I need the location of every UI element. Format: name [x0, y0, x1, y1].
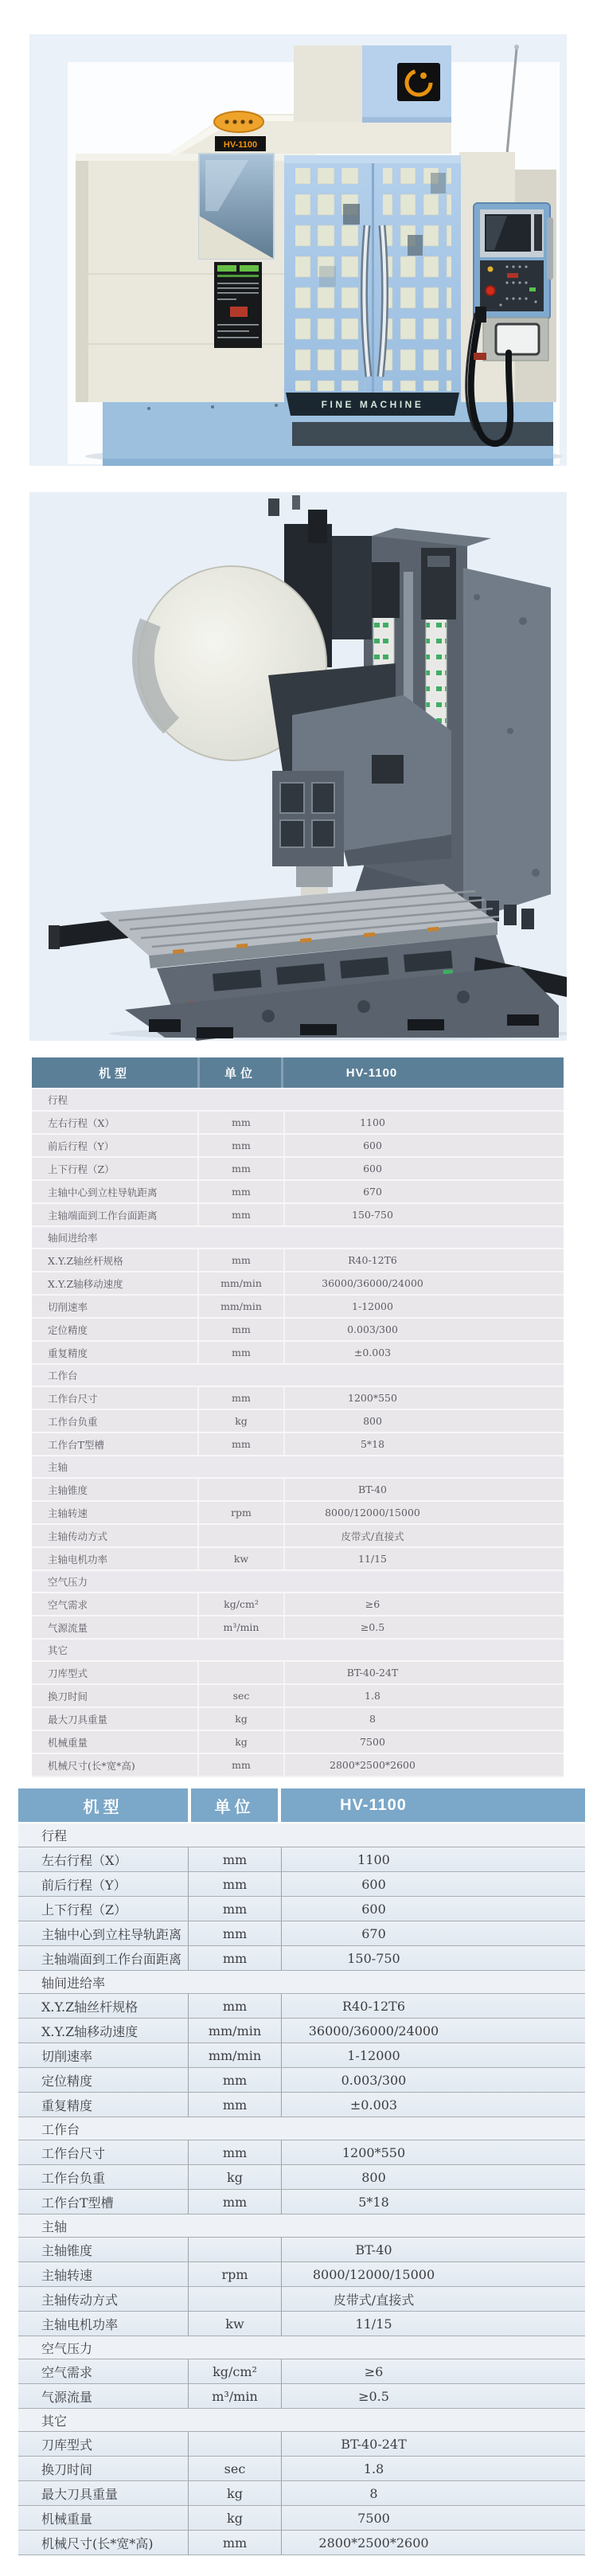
spec-row [32, 1477, 564, 1500]
spec-value: 5*18 [281, 2190, 585, 2214]
spec-row [18, 2042, 585, 2067]
spec-unit: mm [188, 1994, 281, 2018]
spec-value: ≥0.5 [281, 2384, 585, 2408]
spec-row [18, 2359, 585, 2383]
spec-unit: mm [197, 1158, 283, 1179]
spec-unit: mm [197, 1319, 283, 1340]
spec-value: 600 [283, 1158, 564, 1179]
spec-row [18, 1896, 585, 1921]
section-label: 其它 [48, 1644, 68, 1656]
spec-label: 左右行程（X） [48, 1116, 115, 1129]
spec-label: 最大刀具重量 [41, 2486, 119, 2502]
spec-unit [188, 2238, 281, 2261]
spec-unit [197, 1525, 283, 1546]
spec-row [18, 2237, 585, 2261]
spec-row [18, 2018, 585, 2042]
spec-value: 36000/36000/24000 [283, 1272, 564, 1294]
spec-row [32, 1546, 564, 1569]
spec-unit: mm [188, 2068, 281, 2092]
spec-row [32, 1317, 564, 1340]
spec-value: ≥6 [281, 2359, 585, 2383]
spec-value: 1-12000 [283, 1296, 564, 1317]
header-cell-2: HV-1100 [345, 1065, 398, 1080]
spec-value: 800 [281, 2165, 585, 2189]
spec-unit: mm [188, 1897, 281, 1921]
spec-row [32, 1660, 564, 1683]
machining-window [199, 154, 274, 259]
machine-doors [284, 155, 461, 416]
spec-row [32, 1523, 564, 1546]
spec-label: 刀库型式 [48, 1667, 88, 1679]
spec-row [32, 1271, 564, 1294]
spec-unit: kg [197, 1731, 283, 1753]
spec-unit: sec [188, 2457, 281, 2480]
spec-value: 皮带式/直接式 [281, 2287, 585, 2311]
spec-unit: mm/min [197, 1296, 283, 1317]
section-row [32, 1638, 564, 1660]
spec-unit: mm [188, 1946, 281, 1970]
spec-table-header [32, 1057, 564, 1088]
spec-value: 670 [281, 1921, 585, 1945]
section-row [18, 1970, 585, 1993]
brand-logo [214, 111, 263, 132]
spec-label: 气源流量 [41, 2389, 93, 2405]
spec-unit: mm [188, 1872, 281, 1896]
header-cell-2: HV-1100 [340, 1796, 407, 1814]
header-cell-0: 机型 [83, 1798, 123, 1816]
section-row [18, 2336, 585, 2359]
spec-label: 机械重量 [41, 2511, 93, 2527]
spec-value: ±0.003 [281, 2093, 585, 2117]
brand-emblem-badge [397, 63, 440, 101]
spec-value: 600 [281, 1872, 585, 1896]
spec-label: 定位精度 [48, 1323, 88, 1336]
spec-label: 重复精度 [41, 2097, 93, 2113]
section-row [18, 2408, 585, 2431]
spec-label: 工作台负重 [48, 1415, 98, 1428]
spec-label: 主轴电机功率 [48, 1553, 108, 1566]
spec-unit: mm [188, 2190, 281, 2214]
spec-unit: kg [188, 2165, 281, 2189]
spec-value: 1.8 [283, 1685, 564, 1706]
section-label: 轴间进给率 [41, 1975, 106, 1991]
section-row [32, 1569, 564, 1592]
spec-value: 5*18 [283, 1433, 564, 1455]
spec-unit: mm [197, 1181, 283, 1202]
spec-value: BT-40 [281, 2238, 585, 2261]
spec-label: 切削速率 [48, 1300, 88, 1313]
spec-unit [188, 2287, 281, 2311]
spec-unit [197, 1662, 283, 1683]
spec-label: 前后行程（Y） [41, 1877, 127, 1893]
spec-unit: mm [188, 1921, 281, 1945]
svg-text:FINE MACHINE: FINE MACHINE [321, 399, 424, 410]
section-label: 其它 [41, 2413, 68, 2429]
spec-label: 主轴转速 [41, 2267, 93, 2283]
spec-unit: mm [197, 1433, 283, 1455]
spec-label: 主轴端面到工作台面距离 [48, 1209, 158, 1222]
spec-label: 左右行程（X） [41, 1852, 127, 1868]
spec-unit: mm [197, 1112, 283, 1133]
spec-label: 主轴传动方式 [41, 2292, 119, 2308]
door-window-grid-right [383, 168, 451, 391]
spec-unit: mm/min [188, 2019, 281, 2042]
spec-value: ≥0.5 [283, 1616, 564, 1638]
spec-row [18, 2311, 585, 2336]
spec-unit: sec [197, 1685, 283, 1706]
spec-row [18, 2383, 585, 2408]
model-badge [215, 136, 266, 151]
name-banner [286, 393, 459, 416]
spec-row [32, 1202, 564, 1225]
spec-row [32, 1409, 564, 1432]
spec-row [32, 1179, 564, 1202]
spec-row [32, 1248, 564, 1271]
spec-row [32, 1730, 564, 1753]
spec-value: ≥6 [283, 1593, 564, 1615]
spec-value: 150-750 [281, 1946, 585, 1970]
spec-unit: m³/min [197, 1616, 283, 1638]
spec-label: 换刀时间 [41, 2461, 93, 2477]
spec-row [32, 1753, 564, 1776]
spec-unit [188, 2432, 281, 2456]
spec-label: X.Y.Z轴移动速度 [41, 2023, 139, 2039]
spec-row [18, 2189, 585, 2214]
spec-unit: mm [197, 1387, 283, 1409]
spec-value: 600 [281, 1897, 585, 1921]
spec-unit: kg [188, 2506, 281, 2530]
spec-table-header [18, 1788, 585, 1824]
spec-label: 气源流量 [48, 1621, 88, 1634]
spec-unit: kg/cm² [197, 1593, 283, 1615]
spec-unit [197, 1479, 283, 1500]
spec-value: 1-12000 [281, 2043, 585, 2067]
spec-value: 800 [283, 1410, 564, 1432]
spec-label: 切削速率 [41, 2048, 93, 2064]
spec-label: 机械尺寸(长*宽*高) [48, 1759, 135, 1772]
spec-label: 空气需求 [41, 2364, 93, 2380]
header-cell-0: 机型 [98, 1066, 131, 1081]
spec-label: 主轴电机功率 [41, 2316, 119, 2332]
spec-unit: kw [188, 2312, 281, 2336]
spec-row [32, 1110, 564, 1133]
spec-value: 11/15 [283, 1548, 564, 1569]
spec-unit: mm [188, 2140, 281, 2164]
spec-row [18, 2431, 585, 2456]
pendant-bracket [483, 318, 548, 361]
spec-value: 1200*550 [283, 1387, 564, 1409]
section-label: 行程 [48, 1094, 68, 1106]
svg-text:HV-1100: HV-1100 [223, 140, 258, 150]
spec-label: 机械尺寸(长*宽*高) [41, 2535, 154, 2551]
spec-row [18, 2480, 585, 2505]
section-label: 主轴 [41, 2218, 68, 2234]
spec-label: 工作台T型槽 [41, 2195, 114, 2211]
spec-value: 8 [283, 1708, 564, 1730]
spec-value: 7500 [281, 2506, 585, 2530]
spec-value: 1200*550 [281, 2140, 585, 2164]
machine-photo-illustration [29, 34, 567, 466]
section-row [18, 1824, 585, 1847]
spec-unit: mm [197, 1754, 283, 1776]
spec-value: 11/15 [281, 2312, 585, 2336]
spec-table-body [18, 1824, 585, 2555]
spec-label: X.Y.Z轴丝杆规格 [41, 1999, 139, 2015]
section-row [32, 1455, 564, 1477]
spec-unit: kg [197, 1708, 283, 1730]
spec-row [18, 2092, 585, 2117]
spec-unit: mm [197, 1135, 283, 1156]
spec-row [32, 1706, 564, 1730]
machine-photo-panel [29, 34, 567, 466]
spec-unit: rpm [197, 1502, 283, 1523]
machine-structure-panel [29, 492, 567, 1041]
spec-value: 150-750 [283, 1204, 564, 1225]
spec-row [32, 1615, 564, 1638]
machine-structure-illustration [29, 492, 567, 1041]
spec-value: 0.003/300 [283, 1319, 564, 1340]
spec-unit: mm [188, 2093, 281, 2117]
spec-row [18, 1871, 585, 1896]
spec-label: 上下行程（Z） [48, 1163, 115, 1175]
spec-value: 2800*2500*2600 [281, 2531, 585, 2555]
spec-row [32, 1294, 564, 1317]
spec-value: BT-40-24T [281, 2432, 585, 2456]
emergency-stop-button [486, 286, 495, 295]
spec-value: R40-12T6 [281, 1994, 585, 2018]
spec-value: 36000/36000/24000 [281, 2019, 585, 2042]
section-row [32, 1363, 564, 1386]
spec-value: 2800*2500*2600 [283, 1754, 564, 1776]
spec-unit: mm [197, 1249, 283, 1271]
spec-value: R40-12T6 [283, 1249, 564, 1271]
spec-label: 换刀时间 [48, 1690, 88, 1702]
section-label: 空气压力 [41, 2340, 93, 2356]
spec-value: 1.8 [281, 2457, 585, 2480]
section-label: 空气压力 [48, 1576, 88, 1588]
spec-value: BT-40 [283, 1479, 564, 1500]
spec-value: 皮带式/直接式 [283, 1525, 564, 1546]
spec-unit: kw [197, 1548, 283, 1569]
spec-value: 8000/12000/15000 [283, 1502, 564, 1523]
spec-label: 主轴中心到立柱导轨距离 [48, 1186, 158, 1198]
spec-label: 定位精度 [41, 2073, 93, 2089]
spec-label: 最大刀具重量 [48, 1713, 108, 1726]
spec-value: 600 [283, 1135, 564, 1156]
spec-label: 主轴转速 [48, 1507, 88, 1519]
section-row [18, 2214, 585, 2237]
spec-value: 7500 [283, 1731, 564, 1753]
spec-label: 主轴锥度 [48, 1483, 88, 1496]
spec-table-bottom [18, 1788, 585, 2555]
spec-value: 0.003/300 [281, 2068, 585, 2092]
spec-label: X.Y.Z轴移动速度 [48, 1277, 123, 1290]
spec-unit: kg [188, 2481, 281, 2505]
spec-label: 主轴锥度 [41, 2242, 93, 2258]
machine-tower [294, 45, 451, 123]
header-cell-1: 单位 [188, 1788, 281, 1822]
spec-row [18, 2530, 585, 2555]
spec-row [18, 1993, 585, 2018]
spec-label: 机械重量 [48, 1736, 88, 1749]
spec-label: X.Y.Z轴丝杆规格 [48, 1254, 123, 1267]
spec-label: 前后行程（Y） [48, 1139, 115, 1152]
section-label: 工作台 [48, 1370, 78, 1382]
spec-label: 主轴传动方式 [48, 1530, 108, 1542]
spec-label: 主轴中心到立柱导轨距离 [41, 1926, 182, 1942]
section-row [32, 1088, 564, 1110]
spec-row [18, 2286, 585, 2311]
spec-label: 工作台尺寸 [41, 2145, 106, 2161]
spec-value: ±0.003 [283, 1342, 564, 1363]
spec-row [18, 1921, 585, 1945]
header-cell-1: 单位 [197, 1057, 283, 1088]
pendant-handle [547, 217, 553, 279]
spec-label: 工作台尺寸 [48, 1392, 98, 1405]
spec-table-body [32, 1088, 564, 1777]
section-row [32, 1225, 564, 1248]
spec-unit: m³/min [188, 2384, 281, 2408]
spec-row [32, 1133, 564, 1156]
spec-value: 670 [283, 1181, 564, 1202]
spec-label: 工作台T型槽 [48, 1438, 104, 1451]
section-label: 轴间进给率 [48, 1232, 98, 1244]
spec-unit: kg/cm² [188, 2359, 281, 2383]
section-label: 主轴 [48, 1461, 68, 1473]
spec-row [32, 1340, 564, 1363]
spec-row [32, 1500, 564, 1523]
spec-label: 空气需求 [48, 1598, 88, 1611]
spec-row [18, 2164, 585, 2189]
spec-row [18, 2261, 585, 2286]
spec-row [18, 2067, 585, 2092]
spec-label: 刀库型式 [41, 2437, 93, 2453]
spec-row [18, 2456, 585, 2480]
spec-value: 1100 [283, 1112, 564, 1133]
spec-label: 主轴端面到工作台面距离 [41, 1951, 182, 1967]
spec-label: 工作台负重 [41, 2170, 106, 2186]
spec-unit: mm [188, 2531, 281, 2555]
spec-label: 上下行程（Z） [41, 1902, 127, 1917]
spec-row [32, 1432, 564, 1455]
spec-value: 8000/12000/15000 [281, 2262, 585, 2286]
spec-unit: mm [188, 1847, 281, 1871]
spec-row [18, 1945, 585, 1970]
section-label: 行程 [41, 1828, 68, 1843]
spec-row [18, 1847, 585, 1871]
spec-value: BT-40-24T [283, 1662, 564, 1683]
spec-unit: mm/min [188, 2043, 281, 2067]
section-label: 工作台 [41, 2121, 80, 2137]
spec-label: 重复精度 [48, 1347, 88, 1359]
spec-row [18, 2505, 585, 2530]
spec-unit: kg [197, 1410, 283, 1432]
warning-label-strip [214, 262, 262, 348]
spec-row [18, 2140, 585, 2164]
spec-unit: mm [197, 1342, 283, 1363]
control-pendant [474, 203, 553, 319]
spec-row [32, 1683, 564, 1706]
spec-row [32, 1386, 564, 1409]
spec-value: 8 [281, 2481, 585, 2505]
spec-unit: mm [197, 1204, 283, 1225]
spec-row [32, 1592, 564, 1615]
spec-row [32, 1156, 564, 1179]
spec-table-top [32, 1057, 564, 1777]
spec-unit: mm/min [197, 1272, 283, 1294]
spec-unit: rpm [188, 2262, 281, 2286]
spec-value: 1100 [281, 1847, 585, 1871]
section-row [18, 2117, 585, 2140]
